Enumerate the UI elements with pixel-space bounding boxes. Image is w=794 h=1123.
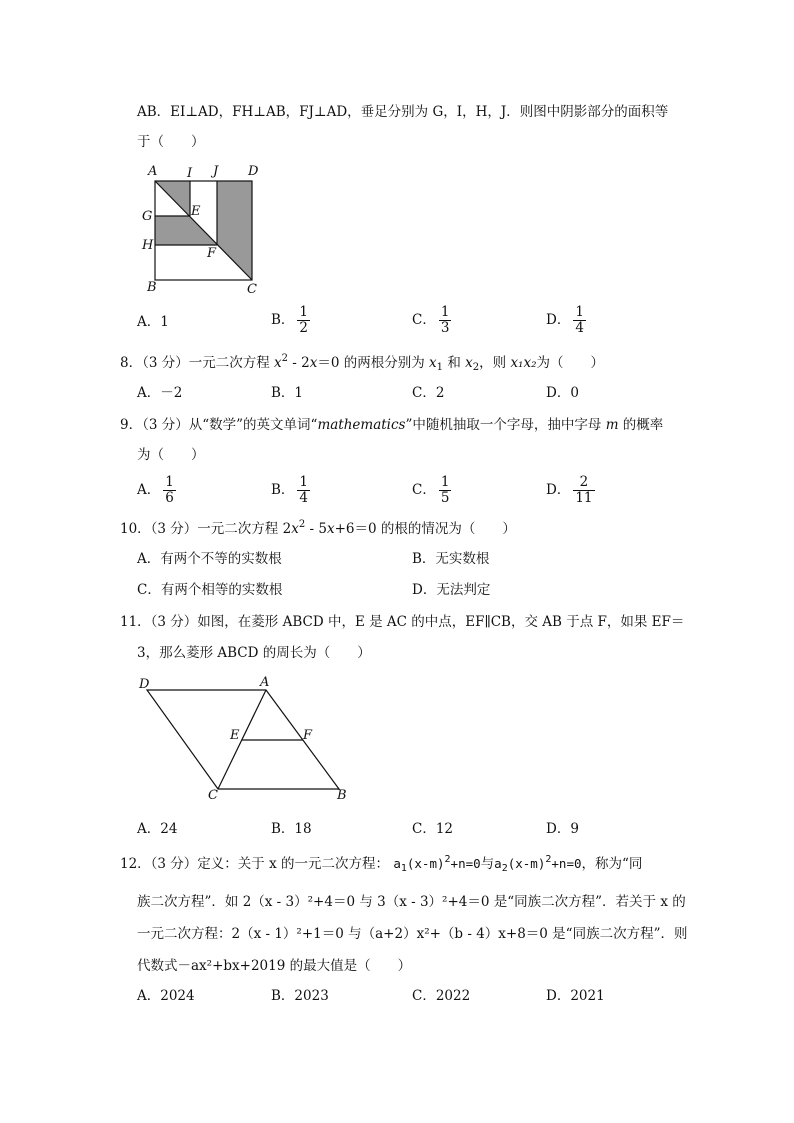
exponent: 2: [545, 854, 552, 865]
denominator: 6: [165, 490, 174, 506]
var-x: x: [309, 355, 318, 371]
numerator: 1: [299, 474, 309, 490]
q12-equation-2: [494, 854, 582, 874]
q10-option-a: A．有两个不等的实数根: [137, 551, 282, 567]
eq-body: (x-m): [406, 856, 445, 871]
numerator: 1: [165, 474, 174, 490]
q11-label-a: A: [260, 675, 270, 690]
q7-option-a: [137, 313, 169, 331]
q8-end: 为（ ）: [536, 355, 604, 371]
eq-coef: a: [494, 856, 502, 871]
q8-option-d: D．0: [546, 385, 579, 401]
q7-figure: [135, 160, 275, 300]
numerator: 1: [440, 474, 450, 490]
q10-text: [120, 520, 516, 538]
option-letter: B．: [271, 312, 295, 328]
fraction: [297, 475, 310, 506]
q12-text-line1: [120, 855, 642, 873]
q7-label-d: D: [248, 164, 259, 179]
q9-text-line2: 为（ ）: [137, 447, 205, 463]
q8-then: ，则: [479, 355, 511, 371]
subscript: 2: [472, 362, 480, 373]
q12-text-line3: 一元二次方程：2（x - 1）²+1＝0 与（a+2）x²+（b - 4）x+8＝0 是“同族二次方程”．则: [137, 926, 688, 942]
subscript: 1: [400, 863, 407, 874]
q11-text-line1: 11．（3 分）如图，在菱形 ABCD 中，E 是 AC 的中点，EF∥CB，交 AB 于点 F，如果 EF＝: [120, 614, 685, 630]
var-x: x: [465, 355, 473, 371]
q8-text: [120, 354, 604, 372]
exponent: 2: [298, 519, 306, 530]
q11-option-d: D．9: [546, 821, 579, 837]
q10-option-b: B．无实数根: [412, 551, 490, 567]
q7-label-a: A: [148, 164, 158, 179]
q8-option-b: B．1: [271, 385, 304, 401]
option-letter: D．: [546, 482, 571, 498]
q10-option-c: C．有两个相等的实数根: [137, 582, 283, 598]
q11-figure: [135, 672, 355, 807]
q12-equation-1: [393, 854, 481, 874]
exponent: 2: [444, 854, 451, 865]
q12-yu: 与: [480, 856, 495, 872]
q9-word: mathematics: [317, 417, 406, 433]
q11-label-e: E: [230, 728, 240, 743]
q11-label-f: F: [303, 728, 313, 743]
option-letter: C．: [412, 482, 436, 498]
q9-option-a: [137, 475, 176, 506]
fraction: [573, 475, 594, 506]
fraction: [297, 305, 310, 336]
q12-option-b: B．2023: [271, 988, 329, 1004]
q7-option-d: [546, 305, 586, 336]
denominator: 4: [575, 320, 584, 336]
option-letter: A．: [137, 482, 161, 498]
q7-figure-svg: [135, 160, 275, 300]
q7-label-i: I: [187, 166, 193, 181]
eq-tail: +n=0: [551, 856, 582, 871]
q7-label-j: J: [213, 164, 219, 179]
q8-product: x₁x₂: [510, 355, 537, 371]
q11-text-line2: 3，那么菱形 ABCD 的周长为（ ）: [137, 645, 371, 661]
fraction: [439, 305, 452, 336]
option-letter: D．: [546, 312, 571, 328]
option-value: 1: [160, 314, 169, 330]
q7-label-h: H: [142, 238, 154, 253]
q7-label-f: F: [207, 246, 217, 261]
q9-option-d: [546, 475, 595, 506]
eq-tail: +n=0: [450, 856, 481, 871]
q7-text-line2: 于（ ）: [137, 134, 205, 150]
denominator: 11: [575, 490, 593, 506]
q9-part1: 9．（3 分）从“数学”的英文单词“: [120, 417, 318, 433]
exponent: 2: [281, 353, 289, 364]
q8-mid: - 2: [288, 355, 310, 371]
fraction: [573, 305, 586, 336]
numerator: 1: [575, 304, 584, 320]
q12-option-a: A．2024: [137, 988, 195, 1004]
numerator: 2: [573, 475, 594, 491]
q7-label-g: G: [142, 209, 153, 224]
eq-body: (x-m): [507, 856, 546, 871]
q10-part1: 10．（3 分）一元二次方程 2: [120, 521, 292, 537]
q8-option-a: A．－2: [137, 385, 183, 401]
q7-label-b: B: [147, 280, 157, 295]
q11-label-b: B: [337, 788, 347, 803]
q8-and: 和: [443, 355, 466, 371]
var-x: x: [429, 355, 437, 371]
var-x: x: [291, 521, 299, 537]
q9-option-b: [271, 475, 310, 506]
denominator: 4: [299, 490, 309, 506]
q7-option-c: [412, 305, 451, 336]
q12-option-d: D．2021: [546, 988, 605, 1004]
q8-rest: ＝0 的两根分别为: [317, 355, 430, 371]
q7-label-e: E: [191, 204, 201, 219]
denominator: 2: [299, 320, 309, 336]
shaded-strip-right: [217, 181, 252, 280]
subscript: 2: [501, 863, 508, 874]
q10-part2: - 5: [305, 521, 327, 537]
q11-option-b: B．18: [271, 821, 312, 837]
q12-option-c: C．2022: [412, 988, 471, 1004]
var-m: m: [605, 417, 619, 433]
q10-option-d: D．无法判定: [412, 582, 491, 598]
option-letter: B．: [271, 482, 295, 498]
option-letter: C．: [412, 312, 436, 328]
numerator: 1: [440, 304, 450, 320]
q12-text-line4: 代数式－ax²+bx+2019 的最大值是（ ）: [137, 958, 412, 974]
denominator: 5: [440, 490, 450, 506]
subscript: 1: [436, 362, 444, 373]
denominator: 3: [440, 320, 450, 336]
q11-label-c: C: [208, 788, 218, 803]
q9-option-c: [412, 475, 451, 506]
q7-label-c: C: [247, 282, 257, 297]
q8-option-c: C．2: [412, 385, 445, 401]
q12-part2: ，称为“同: [581, 856, 643, 872]
q9-part2: ”中随机抽取一个字母，抽中字母: [405, 417, 606, 433]
q9-text-line1: [120, 416, 663, 434]
fraction: [163, 475, 176, 506]
shaded-strip-left: [155, 216, 217, 245]
eq-coef: a: [393, 856, 401, 871]
fraction: [439, 475, 452, 506]
q11-option-c: C．12: [412, 821, 454, 837]
q12-part1: 12．（3 分）定义：关于 x 的一元二次方程：: [120, 856, 390, 872]
q11-option-a: A．24: [137, 821, 178, 837]
var-x: x: [274, 355, 282, 371]
q12-text-line2: 族二次方程”．如 2（x - 3）²+4＝0 与 3（x - 3）²+4＝0 是“同族二次方程”．若关于 x 的: [137, 894, 686, 910]
q9-part3: 的概率: [618, 417, 664, 433]
q10-part3: +6＝0 的根的情况为（ ）: [334, 521, 516, 537]
q8-prefix: 8．（3 分）一元二次方程: [120, 355, 275, 371]
q11-label-d: D: [139, 677, 150, 692]
q7-option-b: [271, 305, 310, 336]
numerator: 1: [299, 304, 309, 320]
q11-figure-svg: [135, 672, 355, 807]
option-letter: A．: [137, 314, 161, 330]
var-x: x: [326, 521, 335, 537]
q7-text-line1: AB．EI⊥AD，FH⊥AB，FJ⊥AD，垂足分别为 G，I，H，J．则图中阴影部分的面积等: [137, 104, 669, 120]
